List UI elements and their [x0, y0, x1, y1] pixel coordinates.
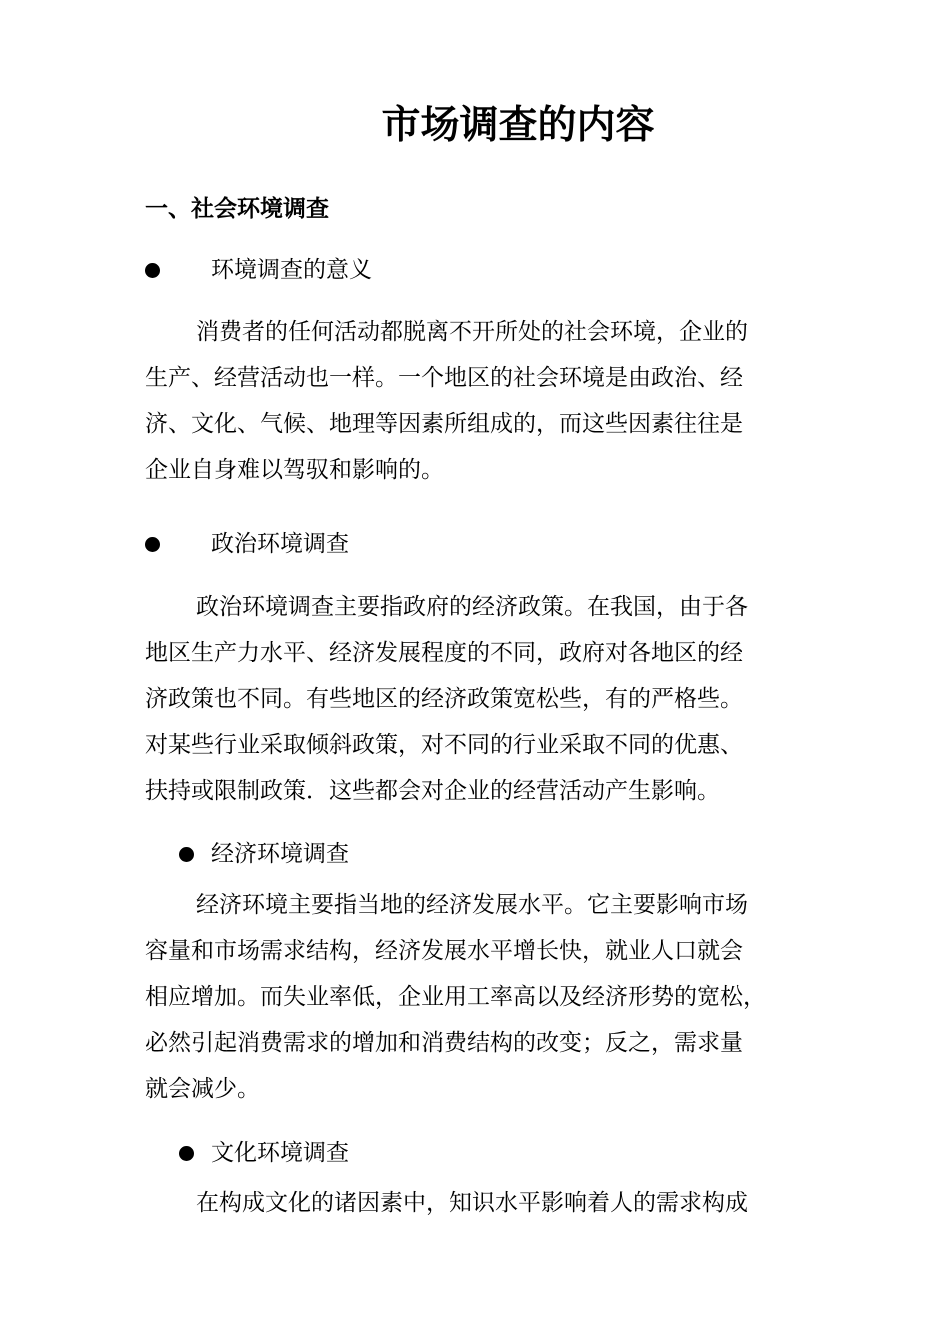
- bullet-dot-icon: [145, 537, 160, 552]
- document-title: 市场调查的内容: [381, 103, 655, 148]
- paragraph-line: 容量和市场需求结构，经济发展水平增长快，就业人口就会: [145, 938, 743, 964]
- paragraph: [145, 309, 815, 493]
- paragraph-line: 济政策也不同。有些地区的经济政策宽松些，有的严格些。: [145, 686, 743, 712]
- bullet-label: 环境调查的意义: [211, 257, 372, 283]
- bullet-label: 政治环境调查: [211, 531, 349, 557]
- paragraph: [145, 882, 815, 1112]
- paragraph-line: 政治环境调查主要指政府的经济政策。在我国，由于各: [196, 594, 748, 620]
- paragraph-line: 济、文化、气候、地理等因素所组成的，而这些因素往往是: [145, 411, 743, 437]
- bullet-item: [145, 527, 349, 561]
- paragraph-line: 相应增加。而失业率低，企业用工率高以及经济形势的宽松，: [145, 984, 766, 1010]
- paragraph-line: 生产、经营活动也一样。一个地区的社会环境是由政治、经: [145, 365, 743, 391]
- paragraph-line: 扶持或限制政策．这些都会对企业的经营活动产生影响。: [145, 778, 720, 804]
- paragraph-line: 对某些行业采取倾斜政策，对不同的行业采取不同的优惠、: [145, 732, 743, 758]
- bullet-label: 文化环境调查: [211, 1140, 349, 1166]
- paragraph-line: 企业自身难以驾驭和影响的。: [145, 457, 444, 483]
- bullet-item: [179, 837, 349, 871]
- bullet-dot-icon: [179, 1146, 194, 1161]
- paragraph-line: 经济环境主要指当地的经济发展水平。它主要影响市场: [196, 892, 748, 918]
- bullet-dot-icon: [145, 263, 160, 278]
- paragraph-line: 就会减少。: [145, 1076, 260, 1102]
- section-heading: 一、社会环境调查: [145, 196, 329, 222]
- paragraph: [145, 584, 815, 814]
- bullet-label: 经济环境调查: [211, 841, 349, 867]
- paragraph-line: 地区生产力水平、经济发展程度的不同，政府对各地区的经: [145, 640, 743, 666]
- paragraph: [145, 1180, 815, 1226]
- bullet-item: [179, 1136, 349, 1170]
- paragraph-line: 在构成文化的诸因素中，知识水平影响着人的需求构成: [196, 1190, 748, 1216]
- bullet-dot-icon: [179, 847, 194, 862]
- bullet-item: [145, 253, 372, 287]
- paragraph-line: 消费者的任何活动都脱离不开所处的社会环境，企业的: [196, 319, 748, 345]
- paragraph-line: 必然引起消费需求的增加和消费结构的改变；反之，需求量: [145, 1030, 743, 1056]
